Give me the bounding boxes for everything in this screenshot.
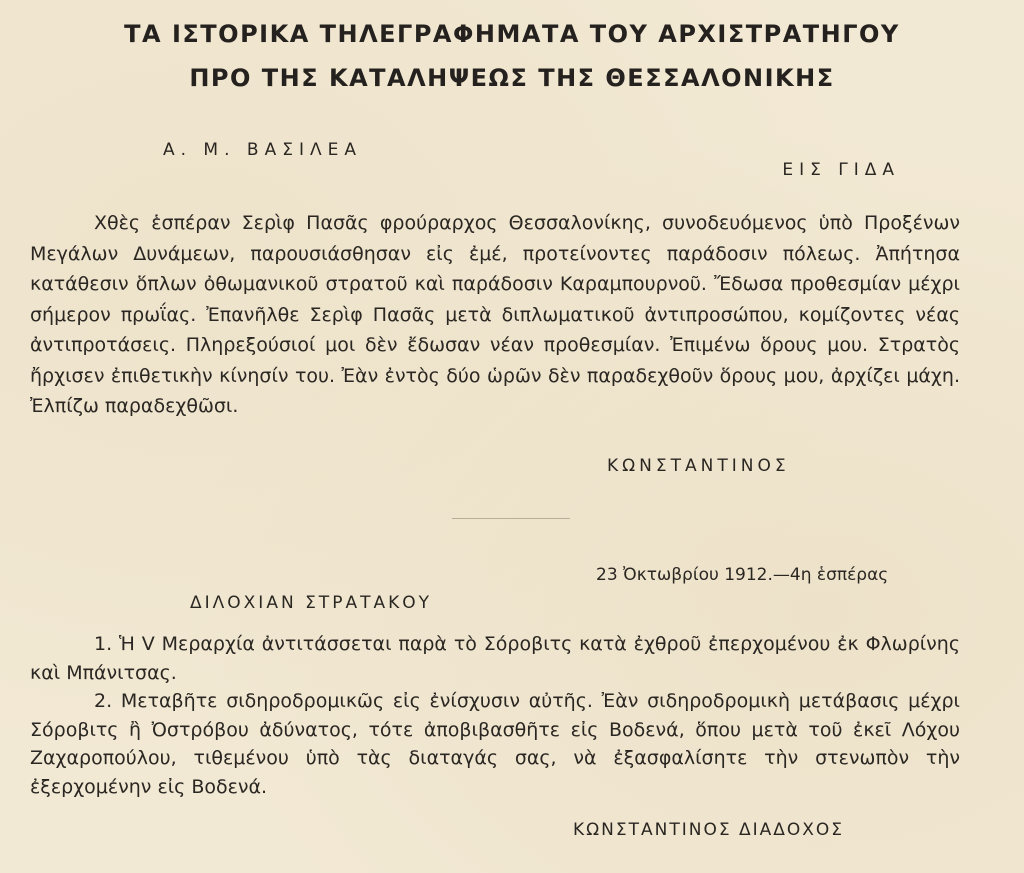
telegram1-location: ΕΙΣ ΓΙΔΑ [782, 160, 900, 180]
telegram2-body [30, 630, 960, 801]
document-title-line-1: ΤΑ ΙΣΤΟΡΙΚΑ ΤΗΛΕΓΡΑΦΗΜΑΤΑ ΤΟΥ ΑΡΧΙΣΤΡΑΤΗΓΟΥ [124, 20, 900, 48]
telegram1-recipient: Α. Μ. ΒΑΣΙΛΕΑ [163, 140, 362, 160]
section-divider [452, 518, 570, 519]
telegram2-item-1: 1. Ἡ V Μεραρχία ἀντιτάσσεται παρὰ τὸ Σόροβιτς κατὰ ἐχθροῦ ἐπερχομένου ἐκ Φλωρίνης καὶ Μπάνιτσας. [30, 633, 960, 684]
telegram2-date: 23 Ὀκτωβρίου 1912.—4η ἑσπέρας [596, 565, 889, 585]
telegram1-signature: ΚΩΝΣΤΑΝΤΙΝΟΣ [607, 456, 790, 476]
telegram2-item-2: 2. Μεταβῆτε σιδηροδρομικῶς εἰς ἐνίσχυσιν αὐτῆς. Ἐὰν σιδηροδρομικὴ μετάβασις μέχρι Σόροβιτς ἢ Ὀστρόβου ἀδύνατος, τότε ἀποβιβασθῆτε εἰς Βοδενά, ὅπου μετὰ τοῦ ἐκεῖ Λόχου Ζαχαροπούλου, τιθεμένου ὑπὸ τὰς διαταγάς σας, νὰ ἐξασφαλίσητε τὴν στενωπὸν τὴν ἐξερχομένην εἰς Βοδενά. [30, 690, 960, 798]
telegram1-text: Χθὲς ἑσπέραν Σερὶφ Πασᾶς φρούραρχος Θεσσαλονίκης, συνοδευόμενος ὑπὸ Προξένων Μεγάλων Δυνάμεων, παρουσιάσθησαν εἰς ἐμέ, προτείνοντες παράδοσιν πόλεως. Ἀπήτησα κατάθεσιν ὅπλων ὀθωμανικοῦ στρατοῦ καὶ παράδοσιν Καραμπουρνοῦ. Ἔδωσα προθεσμίαν μέχρι σήμερον πρωΐας. Ἐπανῆλθε Σερὶφ Πασᾶς μετὰ διπλωματικοῦ ἀντιπροσώπου, κομίζοντες νέας ἀντιπροτάσεις. Πληρεξούσιοί μοι δὲν ἔδωσαν νέαν προθεσμίαν. Ἐπιμένω ὅρους μου. Στρατὸς ἤρχισεν ἐπιθετικὴν κίνησίν του. Ἐὰν ἐντὸς δύο ὡρῶν δὲν παραδεχθοῦν ὅρους μου, ἀρχίζει μάχη. Ἐλπίζω παραδεχθῶσι. [30, 212, 960, 417]
telegram1-body [30, 208, 960, 422]
telegram2-recipient: ΔΙΛΟΧΙΑΝ ΣΤΡΑΤΑΚΟΥ [190, 593, 432, 613]
document-title-line-2: ΠΡΟ ΤΗΣ ΚΑΤΑΛΗΨΕΩΣ ΤΗΣ ΘΕΣΣΑΛΟΝΙΚΗΣ [189, 64, 835, 92]
telegram2-signature: ΚΩΝΣΤΑΝΤΙΝΟΣ ΔΙΑΔΟΧΟΣ [573, 820, 845, 840]
